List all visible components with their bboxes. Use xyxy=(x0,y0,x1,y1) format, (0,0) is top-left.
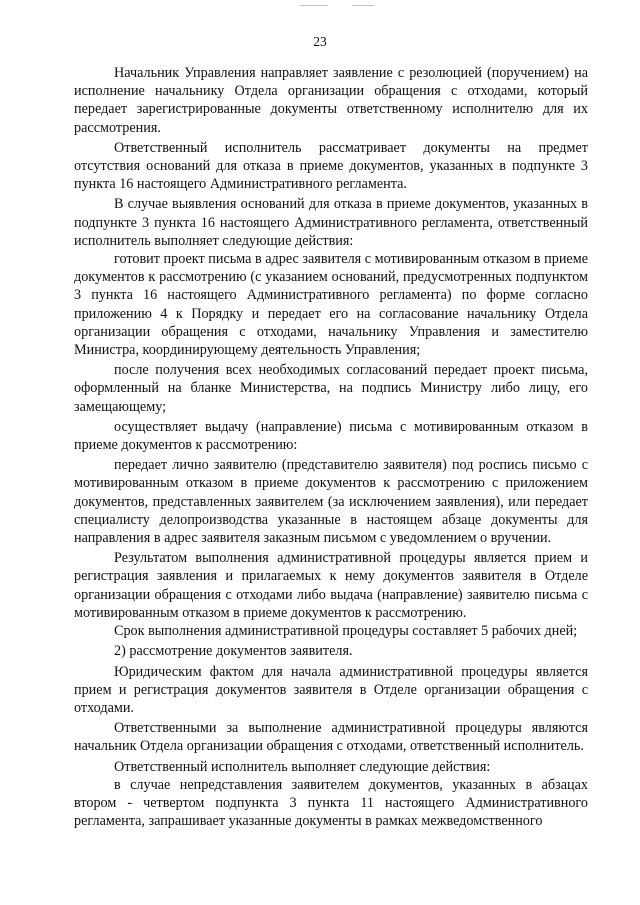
paragraph: В случае выявления оснований для отказа в приеме документов, указанных в подпункте 3 пункта 16 настоящего Административного регламента, ответственный исполнитель выполняет следующие действия: xyxy=(74,196,588,249)
paragraph: Начальник Управления направляет заявление с резолюцией (поручением) на исполнение начальнику Отдела организации обращения с отходами, который передает зарегистрированные документы ответственному исполнителю для их рассмотрения. xyxy=(74,65,588,136)
paragraph: Срок выполнения административной процедуры составляет 5 рабочих дней; xyxy=(114,623,578,640)
paragraph: передает лично заявителю (представителю заявителя) под роспись письмо с мотивированным отказом в приеме документов к рассмотрению с приложением документов, представленных заявителем (за исключением заявления), или передает специалисту делопроизводства указанные в настоящем абзаце документы для направления в адрес заявителя заказным письмом с уведомлением о вручении. xyxy=(74,457,588,547)
paragraph: Ответственными за выполнение административной процедуры являются начальник Отдела организации обращения с отходами, ответственный исполнитель. xyxy=(74,720,588,755)
paragraph: Юридическим фактом для начала административной процедуры является прием и регистрация документов заявителя в Отделе организации обращения с отходами. xyxy=(74,663,588,716)
paragraph: Ответственный исполнитель рассматривает документы на предмет отсутствия оснований для отказа в приеме документов, указанных в подпункте 3 пункта 16 настоящего Административного регламента. xyxy=(74,139,588,193)
paragraph: Результатом выполнения административной процедуры является прием и регистрация заявления и прилагаемых к нему документов заявителя в Отделе организации обращения с отходами либо выдача (направление) заявителю письма с мотивированным отказом в приеме документов к рассмотрению. xyxy=(74,550,588,621)
paragraph: 2) рассмотрение документов заявителя. xyxy=(114,643,353,660)
paragraph: Ответственный исполнитель выполняет следующие действия: xyxy=(114,758,491,775)
paragraph: в случае непредставления заявителем документов, указанных в абзацах втором - четвертом подпункта 3 пункта 11 настоящего Административного регламента, запрашивает указанные документы в рамках межведомственного xyxy=(74,776,588,830)
paragraph: готовит проект письма в адрес заявителя с мотивированным отказом в приеме документов к рассмотрению (с указанием оснований, предусмотренных подпунктом 3 пункта 16 настоящего Административного регламента) по форме согласно приложению 4 к Порядку и передает его на согласование начальнику Отдела организации обращения с отходами, начальнику Управления и заместителю Министра, координирующему деятельность Управления; xyxy=(74,251,588,359)
scan-artifact xyxy=(352,5,374,6)
body-text xyxy=(74,64,588,830)
paragraph: после получения всех необходимых согласований передает проект письма, оформленный на бланке Министерства, на подпись Министру либо лицу, его замещающему; xyxy=(74,362,588,415)
paragraph: осуществляет выдачу (направление) письма с мотивированным отказом в приеме документов к рассмотрению: xyxy=(74,418,588,454)
page-number: 23 xyxy=(313,34,327,49)
scan-artifact xyxy=(300,5,328,6)
